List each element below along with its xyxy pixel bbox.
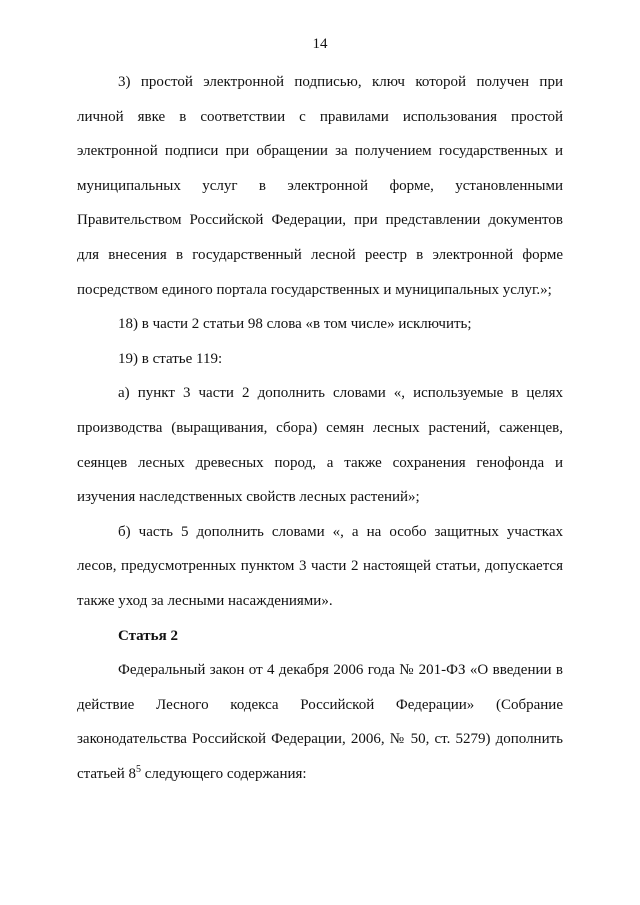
article-2-text-tail: следующего содержания: xyxy=(141,765,307,782)
paragraph-item-19: 19) в статье 119: xyxy=(118,350,223,367)
paragraph-item-18: 18) в части 2 статьи 98 слова «в том числе» исключить; xyxy=(118,316,472,333)
article-2-text: Федеральный закон от 4 декабря 2006 года № 201-ФЗ «О введении в действие Лесного кодекса Российской Федерации» (Собрание законодательства Российской Федерации, 2006, № 50, ст. 5279) дополнить статьей 8 xyxy=(77,662,563,782)
article-2-heading: Статья 2 xyxy=(118,627,178,644)
paragraph-item-3: 3) простой электронной подписью, ключ которой получен при личной явке в соответствии с правилами использования простой электронной подписи при обращении за получением государственных и муниципальных услуг в электронной форме, установленными Правительством Российской Федерации, при представлении документов для внесения в государственный лесной реестр в электронной форме посредством единого портала государственных и муниципальных услуг.»; xyxy=(77,74,563,298)
subparagraph-b: б) часть 5 дополнить словами «, а на особо защитных участках лесов, предусмотренных пунктом 3 части 2 настоящей статьи, допускается также уход за лесными насаждениями». xyxy=(77,523,563,609)
subparagraph-a: а) пункт 3 части 2 дополнить словами «, используемые в целях производства (выращивания, сбора) семян лесных растений, саженцев, сеянцев лесных древесных пород, а также сохранения генофонда и изучения наследственных свойств лесных растений»; xyxy=(77,385,563,506)
document-body xyxy=(77,65,563,791)
page-number: 14 xyxy=(312,36,328,52)
article-number-superscript: 5 xyxy=(136,763,141,775)
article-2-paragraph xyxy=(77,653,563,791)
